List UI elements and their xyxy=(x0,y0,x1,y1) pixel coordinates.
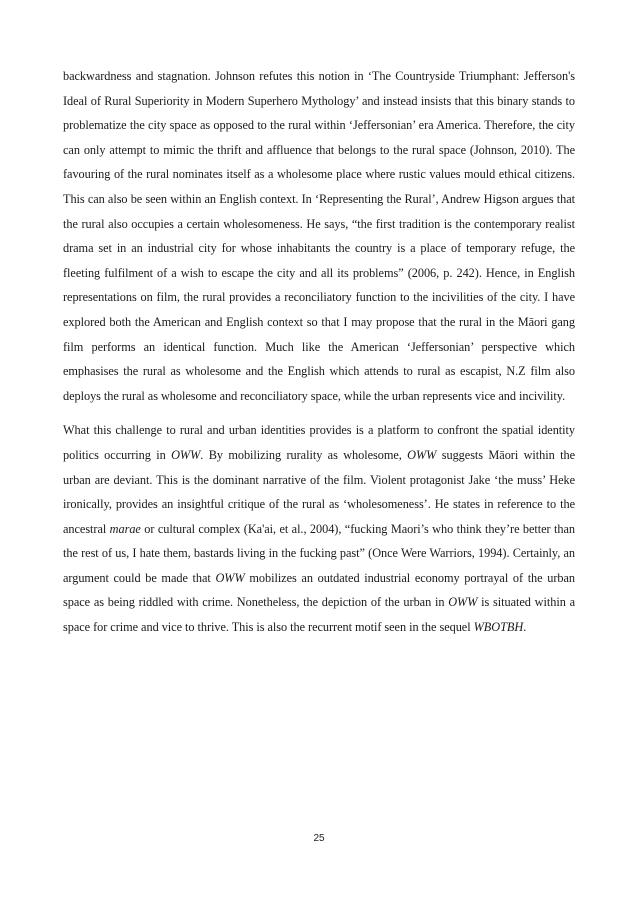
page-number: 25 xyxy=(313,833,325,844)
film-title-italic: OWW xyxy=(215,570,245,585)
text-segment: or cultural complex (Ka'ai, et al., 2004), “fucking Maori’s who think they’re better than the rest of us, I hate them, bastards living in the fucking past” (Once Were Warriors, 1994). Certainly, an argument could be made that xyxy=(63,521,575,585)
film-title-italic: OWW xyxy=(448,595,478,610)
paragraph-1 xyxy=(63,64,575,408)
term-italic: marae xyxy=(109,521,141,536)
text-segment: . xyxy=(523,620,527,635)
text-segment: suggests Māori within the urban are deviant. This is the dominant narrative of the film. Violent protagonist Jake ‘the muss’ Heke ironically, provides an insightful critique of the rural as ‘wholesomeness’. He states in reference to the ancestral xyxy=(63,447,575,536)
body-text xyxy=(63,64,575,640)
text-segment: mobilizes an outdated industrial economy portrayal of the urban space as being riddled with crime. Nonetheless, the depiction of the urban in xyxy=(63,570,575,610)
film-title-italic: WBOTBH xyxy=(473,620,524,635)
paragraph-2 xyxy=(63,418,575,639)
text-segment: . By mobilizing rurality as wholesome, xyxy=(200,447,408,462)
film-title-italic: OWW xyxy=(171,447,201,462)
film-title-italic: OWW xyxy=(407,447,437,462)
text-segment: What this challenge to rural and urban identities provides is a platform to confront the spatial identity politics occurring in xyxy=(63,423,575,462)
text-segment: is situated within a space for crime and vice to thrive. This is also the recurrent motif seen in the sequel xyxy=(63,595,575,635)
text-segment: backwardness and stagnation. Johnson refutes this notion in ‘The Countryside Triumphant: Jefferson's Ideal of Rural Superiority in Modern Superhero Mythology’ and instead insists that this binary stands to problematize the city space as opposed to the rural within ‘Jeffersonian’ era America. Therefore, the city can only attempt to mimic the thrift and affluence that belongs to the rural space (Johnson, 2010). The favouring of the rural nominates itself as a wholesome place where rustic values mould ethical citizens. This can also be seen within an English context. In ‘Representing the Rural’, Andrew Higson argues that the rural also occupies a certain wholesomeness. He says, “the first tradition is the contemporary realist drama set in an industrial city for whose inhabitants the country is a place of temporary refuge, the fleeting fulfilment of a wish to escape the city and all its problems” (2006, p. 242). Hence, in English representations on film, the rural provides a reconciliatory function to the incivilities of the city. I have explored both the American and English context so that I may propose that the rural in the Māori gang film performs an identical function. Much like the American ‘Jeffersonian’ perspective which emphasises the rural as wholesome and the English which attends to rural as escapist, N.Z film also deploys the rural as wholesome and reconciliatory space, while the urban represents vice and incivility. xyxy=(63,69,575,403)
